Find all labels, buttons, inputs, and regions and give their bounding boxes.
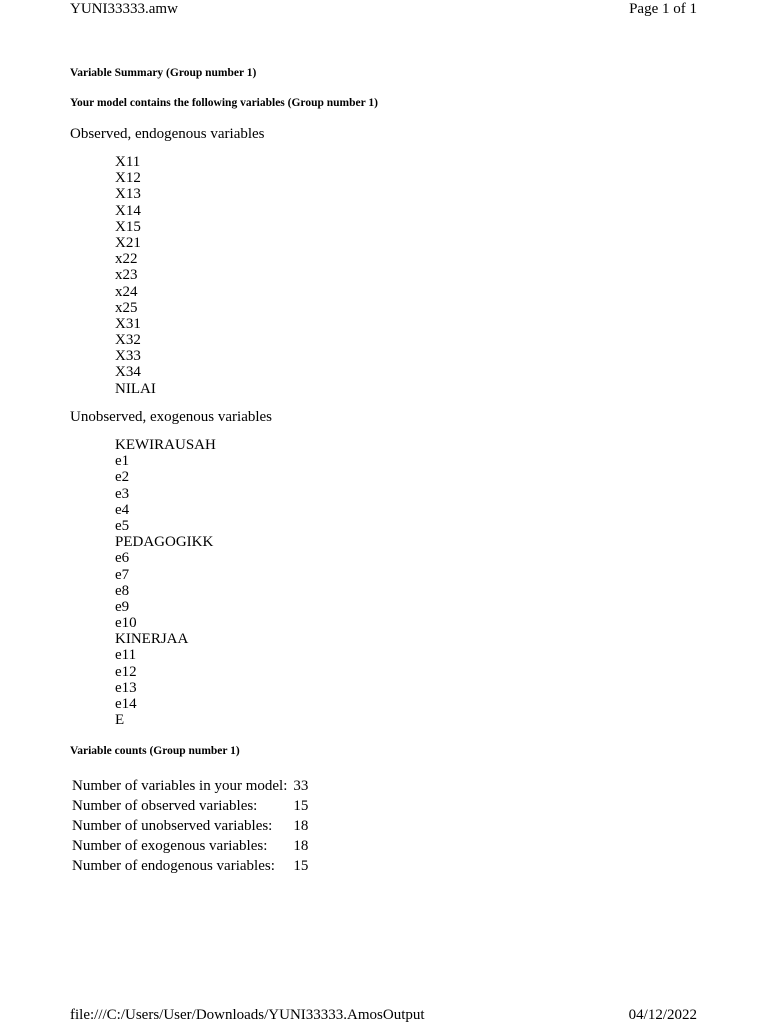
table-row [70,816,310,836]
variable-item: E [115,712,125,729]
table-row [70,856,310,876]
page-header [70,0,697,18]
page-footer [70,1006,697,1024]
variable-counts-table [70,776,310,876]
variable-item: e2 [115,469,130,486]
header-file-name: YUNI33333.amw [70,1,178,17]
footer-file-path: file:///C:/Users/User/Downloads/YUNI33333.AmosOutput [70,1007,425,1023]
count-value: 18 [293,838,309,854]
variable-item: x25 [115,299,138,316]
variable-counts-heading: Variable counts (Group number 1) [70,745,240,757]
model-contains-heading: Your model contains the following variables (Group number 1) [70,97,378,109]
variable-item: e12 [115,663,137,680]
count-label: Number of unobserved variables: [72,818,273,834]
header-page-number: Page 1 of 1 [629,1,697,17]
count-label: Number of observed variables: [72,798,258,814]
variable-item: e5 [115,517,130,534]
variable-item: e4 [115,501,130,518]
variable-item: X14 [115,202,141,219]
count-label: Number of exogenous variables: [72,838,268,854]
variable-item: e9 [115,598,130,615]
variable-item: x22 [115,251,138,268]
table-row [70,776,310,796]
unobserved-exogenous-title: Unobserved, exogenous variables [70,409,273,425]
variable-item: X33 [115,348,141,365]
variable-item: e7 [115,566,130,583]
variable-item: X15 [115,218,141,235]
footer-print-date: 04/12/2022 [628,1007,697,1023]
count-value: 15 [293,858,309,874]
table-row [70,836,310,856]
variable-item: e3 [115,485,130,502]
variable-item: X11 [115,154,141,170]
observed-endogenous-list [115,154,156,397]
variable-item: NILAI [115,380,156,397]
table-row [70,796,310,816]
variable-item: X13 [115,186,141,203]
variable-item: X32 [115,332,141,349]
variable-item: X31 [115,315,141,332]
count-value: 33 [293,778,309,794]
count-label: Number of variables in your model: [72,778,288,794]
variable-item: e13 [115,679,137,696]
variable-item: X21 [115,234,141,251]
observed-endogenous-title: Observed, endogenous variables [70,126,265,142]
variable-item: KINERJAA [115,631,189,648]
variable-summary-heading: Variable Summary (Group number 1) [70,67,257,79]
variable-item: e1 [115,453,130,470]
variable-item: x23 [115,267,138,284]
count-label: Number of endogenous variables: [72,858,275,874]
variable-item: e6 [115,550,130,567]
variable-item: PEDAGOGIKK [115,534,214,551]
count-value: 18 [293,818,309,834]
unobserved-exogenous-list [115,437,216,728]
variable-item: e10 [115,615,137,632]
variable-item: X12 [115,170,141,187]
variable-item: X34 [115,364,141,381]
variable-item: e11 [115,647,137,664]
count-value: 15 [293,798,309,814]
variable-item: e8 [115,582,130,599]
variable-item: KEWIRAUSAH [115,437,216,453]
variable-item: x24 [115,283,138,300]
variable-item: e14 [115,696,137,712]
